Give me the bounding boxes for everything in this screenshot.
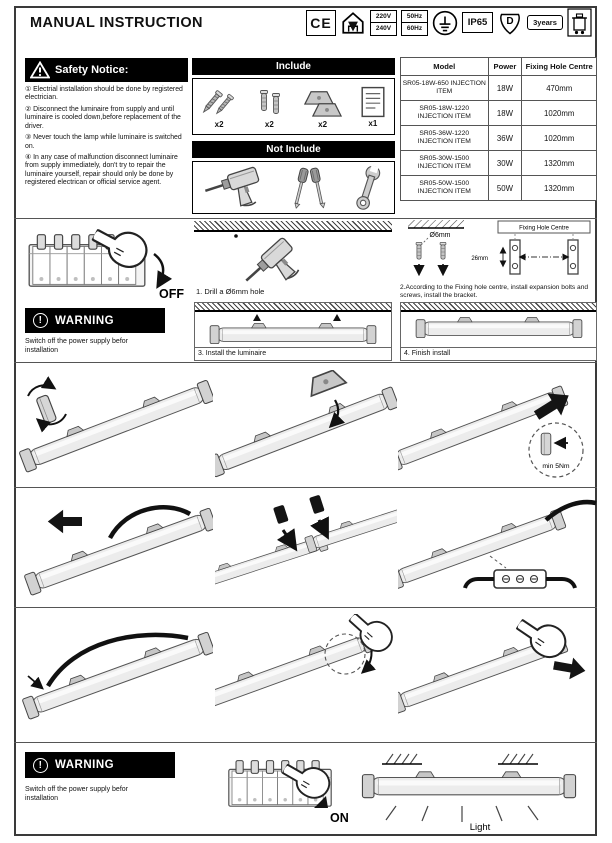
cell-power: 50W bbox=[488, 176, 522, 201]
safety-item: ④ In any case of malfunction disconnect luminaire from supply immediately, don't try to repair the luminaire yourself, repair should only be done by registered electrican or official service agent. bbox=[25, 153, 178, 187]
hole-spacing-label: 26mm bbox=[471, 256, 488, 262]
frequency-badge bbox=[401, 10, 428, 36]
illustration-wire-terminal bbox=[398, 494, 598, 606]
illustration-cable-exit bbox=[18, 614, 213, 726]
certification-badges bbox=[306, 8, 592, 37]
warning-banner bbox=[25, 752, 175, 778]
include-qty: x2 bbox=[264, 119, 274, 129]
illustration-route-cable bbox=[18, 494, 213, 602]
d-mark-letter: D bbox=[506, 15, 514, 27]
d-mark-icon bbox=[497, 10, 523, 36]
table-row bbox=[401, 176, 597, 201]
spec-table bbox=[400, 57, 597, 201]
cell-power: 18W bbox=[488, 76, 522, 101]
table-row bbox=[401, 126, 597, 151]
not-include-box bbox=[192, 161, 395, 214]
table-row bbox=[401, 101, 597, 126]
illustration-drill-hole bbox=[214, 234, 354, 284]
cell-centre: 470mm bbox=[522, 76, 597, 101]
cell-model: SR05-18W-650 INJECTION ITEM bbox=[401, 76, 489, 101]
freq-bottom: 60Hz bbox=[406, 25, 423, 33]
section-divider bbox=[14, 218, 597, 219]
include-item-clips bbox=[303, 85, 343, 129]
include-header: Include bbox=[192, 58, 395, 75]
on-label: ON bbox=[330, 811, 349, 825]
illustration-tighten-endcap bbox=[398, 366, 598, 484]
illustration-breaker-on bbox=[228, 750, 358, 830]
voltage-badge bbox=[370, 10, 397, 36]
illustration-remove-endcap bbox=[18, 370, 213, 482]
warning-title: WARNING bbox=[55, 314, 115, 327]
light-label: Light bbox=[469, 822, 491, 833]
step4-caption: 4. Finish install bbox=[401, 347, 596, 359]
screws-icon bbox=[202, 85, 236, 119]
cell-centre: 1020mm bbox=[522, 126, 597, 151]
hole-diameter-label: Ø6mm bbox=[429, 232, 451, 239]
manual-doc-icon bbox=[361, 86, 385, 118]
include-box bbox=[192, 78, 395, 135]
step3-panel bbox=[194, 302, 392, 361]
ceiling-hatch bbox=[195, 303, 391, 312]
step4-panel bbox=[400, 302, 597, 361]
not-include-header: Not Include bbox=[192, 141, 395, 158]
weee-bin-icon bbox=[567, 8, 592, 37]
cell-model: SR05-18W-1220 INJECTION ITEM bbox=[401, 101, 489, 126]
table-row bbox=[401, 76, 597, 101]
include-item-screws bbox=[202, 85, 236, 129]
col-model: Model bbox=[401, 58, 489, 76]
warranty-badge: 3years bbox=[527, 15, 563, 30]
include-qty: x2 bbox=[214, 119, 224, 129]
indoor-use-icon bbox=[340, 10, 366, 36]
ip-rating-badge: IP65 bbox=[462, 12, 493, 33]
step2-caption: 2.According to the Fixing hole centre, install expansion bolts and screws, install the bracket. bbox=[400, 284, 589, 300]
safety-items bbox=[25, 86, 188, 188]
illustration-install-bracket bbox=[400, 220, 596, 282]
expansion-plugs-icon bbox=[254, 85, 284, 119]
cell-centre: 1320mm bbox=[522, 176, 597, 201]
mounting-clips-icon bbox=[303, 85, 343, 119]
cell-power: 18W bbox=[488, 101, 522, 126]
illustration-breaker-off bbox=[26, 224, 196, 302]
safety-item: ③ Never touch the lamp while luminaire is switched on. bbox=[25, 134, 182, 150]
cell-centre: 1320mm bbox=[522, 151, 597, 176]
safety-notice-section bbox=[25, 58, 188, 191]
warning-text: Switch off the power supply befor installation bbox=[25, 786, 128, 802]
drill-icon bbox=[205, 165, 267, 211]
warning-banner bbox=[25, 308, 165, 333]
warning-triangle-icon bbox=[30, 61, 50, 79]
cell-model: SR05-30W-1500 INJECTION ITEM bbox=[401, 151, 489, 176]
col-centre: Fixing Hole Centre bbox=[522, 58, 597, 76]
include-qty: x2 bbox=[318, 119, 328, 129]
ce-mark-icon: CE bbox=[306, 10, 336, 36]
illustration-finish-install bbox=[401, 312, 596, 347]
warning-exclamation-icon: ! bbox=[33, 758, 48, 773]
step3-caption: 3. Install the luminaire bbox=[195, 347, 391, 359]
include-section bbox=[192, 58, 395, 214]
cell-centre: 1020mm bbox=[522, 101, 597, 126]
illustration-press-endcap bbox=[398, 614, 596, 726]
screwdrivers-icon bbox=[290, 165, 330, 211]
cell-model: SR05-50W-1500 INJECTION ITEM bbox=[401, 176, 489, 201]
include-item-manual bbox=[361, 86, 385, 128]
table-header-row bbox=[401, 58, 597, 76]
ceiling-hatch bbox=[194, 221, 392, 232]
warning-title: WARNING bbox=[55, 759, 115, 771]
illustration-join-sections bbox=[215, 494, 397, 602]
col-power: Power bbox=[488, 58, 522, 76]
cell-power: 36W bbox=[488, 126, 522, 151]
page-title: MANUAL INSTRUCTION bbox=[30, 15, 203, 31]
include-qty: x1 bbox=[368, 118, 378, 128]
safety-item: ① Electrial installation should be done by registered electrician. bbox=[25, 86, 183, 102]
ceiling-hatch bbox=[401, 303, 596, 312]
section-divider bbox=[14, 487, 597, 488]
cell-model: SR05-36W-1220 INJECTION ITEM bbox=[401, 126, 489, 151]
safety-notice-header bbox=[25, 58, 188, 82]
illustration-twist-endcap bbox=[215, 614, 397, 726]
step1-caption: 1. Drill a Ø6mm hole bbox=[196, 287, 265, 296]
freq-top: 50Hz bbox=[402, 11, 427, 24]
section-divider bbox=[14, 742, 597, 743]
include-item-plugs bbox=[254, 85, 284, 129]
cell-power: 30W bbox=[488, 151, 522, 176]
fixing-hole-centre-label: Fixing Hole Centre bbox=[519, 225, 569, 232]
warning-text: Switch off the power supply befor installation bbox=[25, 338, 128, 354]
wrench-icon bbox=[354, 165, 382, 211]
safety-item: ② Disconnect the luminaire from supply and until luminaire is cooled down,before replacement of the driver. bbox=[25, 105, 181, 130]
earth-ground-icon bbox=[432, 10, 458, 36]
off-label: OFF bbox=[159, 287, 184, 301]
illustration-light-on bbox=[352, 750, 597, 834]
section-divider bbox=[14, 362, 597, 363]
safety-notice-title: Safety Notice: bbox=[55, 64, 129, 76]
torque-label: min 5Nm bbox=[542, 463, 570, 470]
warning-exclamation-icon: ! bbox=[33, 313, 48, 328]
illustration-attach-clip bbox=[215, 370, 397, 482]
section-divider bbox=[14, 607, 597, 608]
table-row bbox=[401, 151, 597, 176]
illustration-install-luminaire bbox=[195, 312, 391, 347]
voltage-top: 220V bbox=[371, 11, 396, 24]
voltage-bottom: 240V bbox=[375, 25, 392, 33]
